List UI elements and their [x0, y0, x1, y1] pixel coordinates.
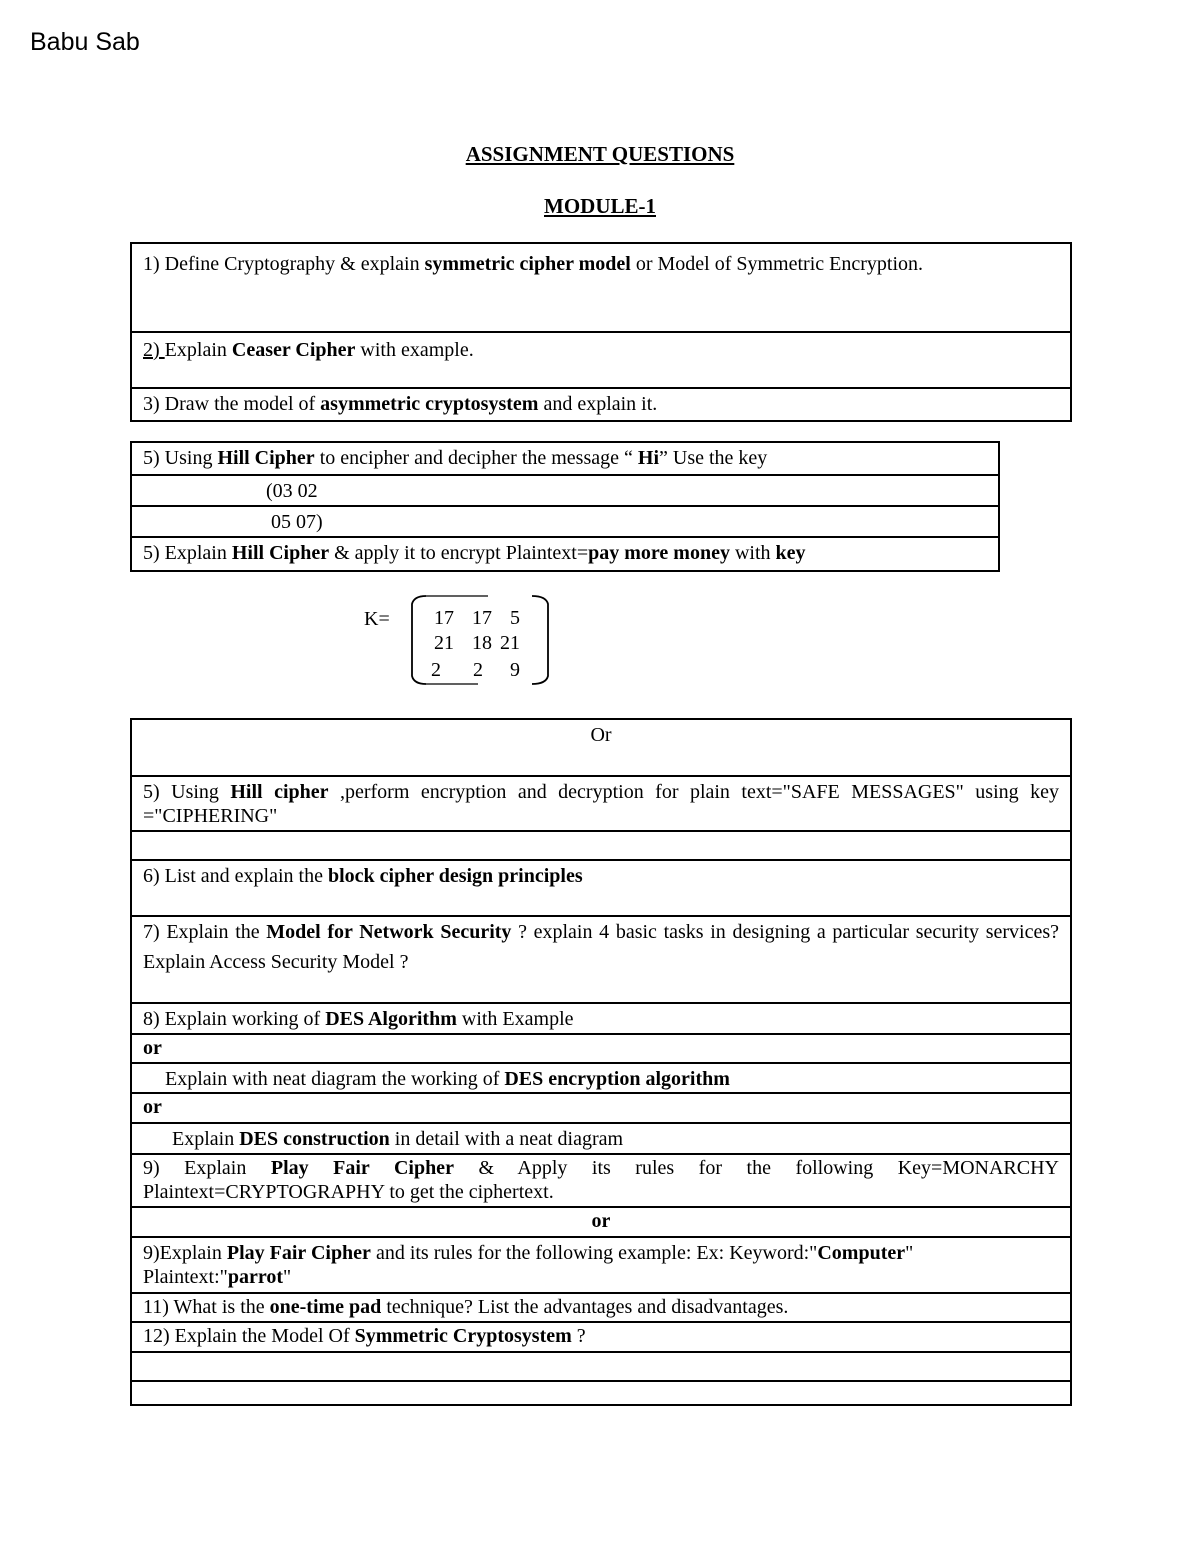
matrix-cell: 18: [472, 632, 492, 654]
questions-table-2: [130, 441, 1000, 572]
matrix-cell: 17: [434, 607, 454, 629]
question-9: 9) Explain Play Fair Cipher & Apply its rules for the following Key=MONARCHY Plaintext=CRYPTOGRAPHY to get the ciphertext.: [132, 1155, 1070, 1208]
questions-table-3: [130, 718, 1072, 1406]
question-11: 11) What is the one-time pad technique? List the advantages and disadvantages.: [132, 1294, 1070, 1323]
or-label: or: [132, 1208, 1070, 1238]
or-label: or: [132, 1035, 1070, 1064]
matrix-cell: 21: [434, 632, 454, 654]
matrix-cell: 2: [431, 659, 441, 681]
or-label: or: [132, 1094, 1070, 1124]
question-6: 6) List and explain the block cipher design principles: [132, 861, 1070, 917]
question-7: 7) Explain the Model for Network Security ? explain 4 basic tasks in designing a particular security services? Explain Access Security Model ?: [132, 917, 1070, 1004]
empty-row: [132, 832, 1070, 861]
question-1: 1) Define Cryptography & explain symmetric cipher model or Model of Symmetric Encryption.: [132, 244, 1070, 333]
question-5-hill-pay-more-money: 5) Explain Hill Cipher & apply it to encrypt Plaintext=pay more money with key: [143, 542, 806, 564]
question-3: 3) Draw the model of asymmetric cryptosystem and explain it.: [143, 393, 658, 415]
author-name: Babu Sab: [30, 28, 140, 56]
matrix-cell: 5: [510, 607, 520, 629]
question-8-alt-2: Explain DES construction in detail with a neat diagram: [132, 1124, 1070, 1155]
question-8: 8) Explain working of DES Algorithm with Example: [132, 1004, 1070, 1035]
key-matrix: [364, 592, 564, 688]
or-separator: Or: [132, 720, 1070, 777]
question-2: 2) Explain Ceaser Cipher with example.: [132, 333, 1070, 389]
question-9-alt: 9)Explain Play Fair Cipher and its rules for the following example: Ex: Keyword:"Computer" Plaintext:"parrot": [132, 1238, 1070, 1294]
question-5-hill-hi: 5) Using Hill Cipher to encipher and decipher the message “ Hi” Use the key: [132, 443, 998, 476]
questions-table-1: [130, 242, 1072, 422]
matrix-cell: 17: [472, 607, 492, 629]
matrix-cell: 2: [473, 659, 483, 681]
empty-row: [132, 1382, 1070, 1410]
question-5-hill-safe-messages: 5) Using Hill cipher ,perform encryption and decryption for plain text="SAFE MESSAGES" using key ="CIPHERING": [132, 777, 1070, 832]
question-8-alt-1: Explain with neat diagram the working of DES encryption algorithm: [132, 1064, 1070, 1094]
matrix-cell: 21: [500, 632, 520, 654]
key-row-2: 05 07): [132, 507, 998, 538]
page-title: ASSIGNMENT QUESTIONS: [465, 142, 735, 166]
question-12: 12) Explain the Model Of Symmetric Cryptosystem ?: [132, 1323, 1070, 1353]
matrix-label: K=: [364, 608, 390, 630]
matrix-cell: 9: [510, 659, 520, 681]
module-title: MODULE-1: [544, 194, 656, 218]
empty-row: [132, 1353, 1070, 1382]
key-row-1: (03 02: [132, 476, 998, 507]
